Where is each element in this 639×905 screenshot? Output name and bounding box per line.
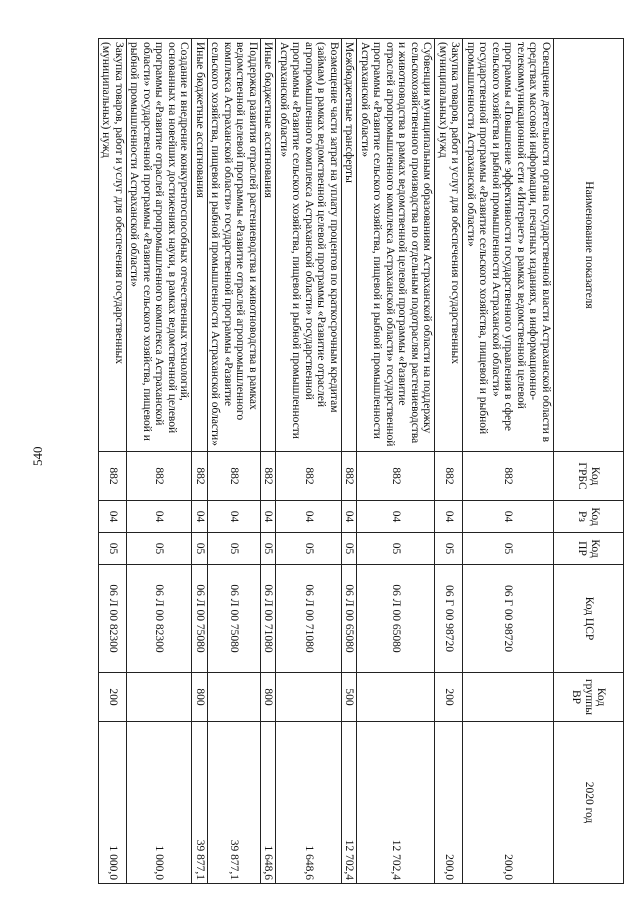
header-name: Наименование показателя: [554, 39, 624, 452]
cell-csr: 06 Г 00 98720: [435, 565, 463, 673]
table-header-row: [554, 39, 624, 884]
table-row: [192, 39, 208, 884]
table-row: [463, 39, 554, 884]
cell-vr: [463, 673, 554, 722]
cell-vr: [208, 673, 261, 722]
cell-name: Иные бюджетные ассигнования: [192, 39, 208, 452]
cell-pr: 05: [192, 533, 208, 565]
cell-vr: 800: [261, 673, 277, 722]
cell-rz: 04: [463, 501, 554, 533]
cell-name: Освещение деятельности органа государственной власти Астраханской области в средствах массовой информации, печатных изданиях, в информационно-телекоммуникационной сети «Интернет» в рамках ведомственной целевой программы «Повышение эффективности государственного управления в сфере сельского хозяйства и рыбной промышленности Астраханской области» государственной программы «Развитие сельского хозяйства, пищевой и рыбной промышленности Астраханской области»: [463, 39, 554, 452]
cell-pr: 05: [435, 533, 463, 565]
cell-rz: 04: [208, 501, 261, 533]
cell-pr: 05: [261, 533, 277, 565]
cell-vr: 500: [342, 673, 358, 722]
cell-vr: 200: [99, 673, 127, 722]
header-pr: Код ПР: [554, 533, 624, 565]
table-row: [435, 39, 463, 884]
table-row: [276, 39, 342, 884]
cell-value: 1 648,6: [276, 722, 342, 884]
cell-vr: 200: [435, 673, 463, 722]
cell-grbs: 882: [357, 452, 435, 501]
header-vr: Код группы ВР: [554, 673, 624, 722]
budget-document: [102, 38, 624, 883]
cell-rz: 04: [192, 501, 208, 533]
cell-csr: 06 Л 00 71080: [261, 565, 277, 673]
cell-vr: [357, 673, 435, 722]
cell-name: Закупка товаров, работ и услуг для обеспечения государственных (муниципальных) нужд: [435, 39, 463, 452]
cell-pr: 05: [463, 533, 554, 565]
cell-rz: 04: [357, 501, 435, 533]
cell-name: Закупка товаров, работ и услуг для обеспечения государственных (муниципальных) нужд: [99, 39, 127, 452]
cell-grbs: 882: [463, 452, 554, 501]
table-row: [261, 39, 277, 884]
cell-name: Субвенции муниципальным образованиям Астраханской области на поддержку сельскохозяйственного производства по отдельным подотраслям растениеводства и животноводства в рамках ведомственной целевой программы «Развитие отраслей агропромышленного комплекса Астраханской области» государственной программы «Развитие сельского хозяйства, пищевой и рыбной промышленности Астраханской области»: [357, 39, 435, 452]
header-year: 2020 год: [554, 722, 624, 884]
cell-pr: 05: [127, 533, 193, 565]
cell-csr: 06 Л 00 65080: [357, 565, 435, 673]
cell-grbs: 882: [435, 452, 463, 501]
header-csr: Код ЦСР: [554, 565, 624, 673]
page-number: 540: [30, 446, 45, 466]
cell-csr: 06 Л 00 82300: [127, 565, 193, 673]
table-row: [208, 39, 261, 884]
cell-vr: 800: [192, 673, 208, 722]
cell-vr: [276, 673, 342, 722]
header-grbs: Код ГРБС: [554, 452, 624, 501]
table-body: [99, 39, 554, 884]
cell-value: 1 648,6: [261, 722, 277, 884]
cell-rz: 04: [127, 501, 193, 533]
cell-name: Межбюджетные трансферты: [342, 39, 358, 452]
table-row: [127, 39, 193, 884]
table-row: [357, 39, 435, 884]
cell-grbs: 882: [99, 452, 127, 501]
table-row: [99, 39, 127, 884]
cell-rz: 04: [99, 501, 127, 533]
cell-csr: 06 Л 00 75080: [192, 565, 208, 673]
cell-value: 12 702,4: [357, 722, 435, 884]
cell-grbs: 882: [342, 452, 358, 501]
cell-pr: 05: [99, 533, 127, 565]
cell-csr: 06 Л 00 75080: [208, 565, 261, 673]
cell-csr: 06 Л 00 65080: [342, 565, 358, 673]
cell-pr: 05: [276, 533, 342, 565]
cell-csr: 06 Л 00 82300: [99, 565, 127, 673]
header-rz: Код Рз: [554, 501, 624, 533]
cell-pr: 05: [357, 533, 435, 565]
cell-value: 200,0: [463, 722, 554, 884]
cell-vr: [127, 673, 193, 722]
cell-name: Поддержка развития отраслей растениеводства и животноводства в рамках ведомственной целевой программы «Развитие отраслей агропромышленного комплекса Астраханской области» государственной программы «Развитие сельского хозяйства, пищевой и рыбной промышленности Астраханской области»: [208, 39, 261, 452]
table-row: [342, 39, 358, 884]
cell-rz: 04: [261, 501, 277, 533]
cell-value: 1 000,0: [99, 722, 127, 884]
cell-grbs: 882: [208, 452, 261, 501]
cell-grbs: 882: [276, 452, 342, 501]
cell-pr: 05: [208, 533, 261, 565]
cell-csr: 06 Г 00 98720: [463, 565, 554, 673]
cell-rz: 04: [435, 501, 463, 533]
cell-value: 39 877,1: [208, 722, 261, 884]
cell-value: 1 000,0: [127, 722, 193, 884]
cell-name: Иные бюджетные ассигнования: [261, 39, 277, 452]
cell-pr: 05: [342, 533, 358, 565]
cell-name: Создание и внедрение конкурентоспособных отечественных технологий, основанных на новейших достижениях науки, в рамках ведомственной целевой программы «Развитие отраслей агропромышленного комплекса Астраханской области» государственной программы «Развитие сельского хозяйства, пищевой и рыбной промышленности Астраханской области»: [127, 39, 193, 452]
cell-csr: 06 Л 00 71080: [276, 565, 342, 673]
budget-table: [98, 38, 624, 884]
cell-grbs: 882: [192, 452, 208, 501]
cell-grbs: 882: [127, 452, 193, 501]
cell-grbs: 882: [261, 452, 277, 501]
cell-rz: 04: [276, 501, 342, 533]
cell-value: 12 702,4: [342, 722, 358, 884]
cell-name: Возмещение части затрат на уплату процентов по краткосрочным кредитам (займам) в рамках ведомственной целевой программы «Развитие отраслей агропромышленного комплекса Астраханской области» государственной программы «Развитие сельского хозяйства, пищевой и рыбной промышленности Астраханской области»: [276, 39, 342, 452]
cell-rz: 04: [342, 501, 358, 533]
cell-value: 39 877,1: [192, 722, 208, 884]
cell-value: 200,0: [435, 722, 463, 884]
